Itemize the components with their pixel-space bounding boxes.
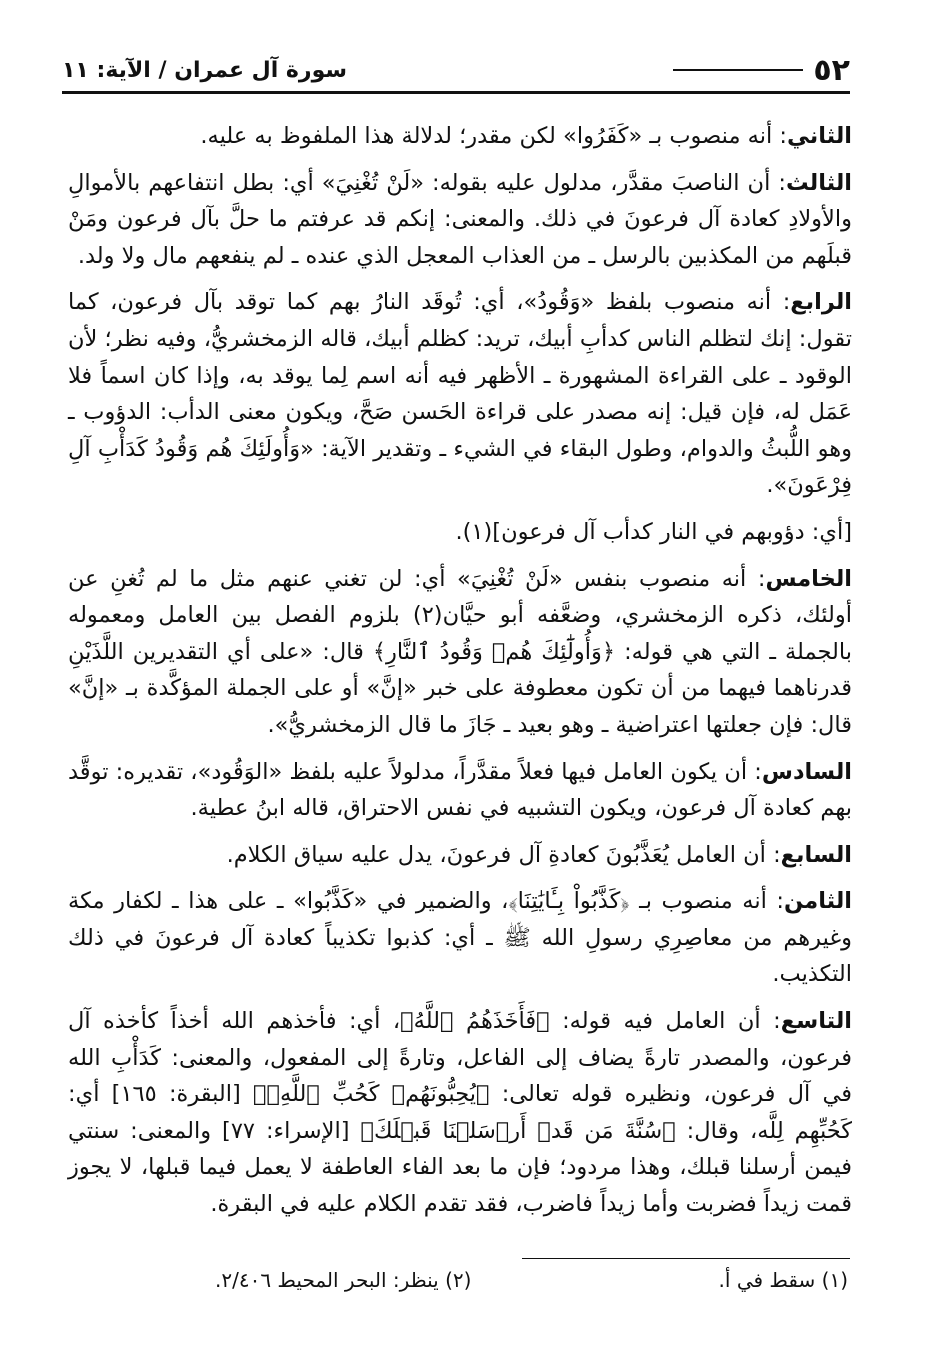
paragraph-body: : أن العامل يُعَذَّبُونَ كعادةِ آل فرعونَ، يدل عليه سياق الكلام. (226, 841, 781, 868)
running-title: سورة آل عمران / الآية: ١١ (62, 57, 348, 83)
paragraph-fourth (68, 284, 852, 504)
paragraph-lead: الثالث (785, 169, 852, 196)
main-text (68, 118, 852, 1233)
paragraph-seventh (68, 837, 852, 874)
paragraph-bracket-note (68, 514, 852, 551)
paragraph-lead: الثاني (786, 123, 852, 149)
paragraph-body: : أن يكون العامل فيها فعلاً مقدَّراً، مدلولاً عليه بلفظ «الوَقُود»، تقديره: توقَّد بهم كعادة آل فرعون، ويكون التشبيه في نفس الاحتراق، قاله ابنُ عطية. (68, 758, 852, 822)
paragraph-body: : أن الناصبَ مقدَّر، مدلول عليه بقوله: «لَنْ تُغْنِيَ» أي: بطل انتفاعهم بالأموالِ والأولادِ كعادة آل فرعونَ في ذلك. والمعنى: إنكم قد عرفتم ما حلَّ بآل فرعون ومَنْ قبلَهم من المكذبين بالرسل ـ من العذاب المعجل الذي عنده ـ لم ينفعهم مال ولا ولد. (68, 169, 852, 269)
paragraph-lead: التاسع (780, 1008, 852, 1035)
paragraph-lead: الثامن (784, 888, 852, 915)
paragraph-body: : أنه منصوب بنفس «لَنْ تُغْنِيَ» أي: لن تغني عنهم مثل ما لم تُغنِ عن أولئك، ذكره الزمخشري، وضعَّفه أبو حيَّان(٢) بلزوم الفصل بين العامل ومعموله بالجملة ـ التي هي قوله: ﴿وَأُولَٰٓئِكَ هُمۡ وَقُودُ ٱلنَّارِ﴾ قال: «على أي التقديرين اللَّذَيْنِ قدرناهما فيهما من أن تكون معطوفة على خبر «إنَّ» أو على الجملة المؤكَّدة بـ «إنَّ» قال: فإن جعلتها اعتراضية ـ وهو بعيد ـ جَازَ ما قال الزمخشريُّ». (68, 565, 852, 738)
paragraph-body: : أن العامل فيه قوله: ﴿فَأَخَذَهُمُ ٱللَّهُ﴾، أي: فأخذهم الله أخذاً كأخذه آل فرعون، والمصدر تارةً يضاف إلى الفاعل، وتارةً إلى المفعول، والمعنى: كَدَأْبِ الله في آل فرعون، ونظيره قوله تعالى: ﴿يُحِبُّونَهُمۡ كَحُبِّ ٱللَّهِۖ﴾ [البقرة: ١٦٥] أي: كَحُبِّهِم لِلَّه، وقال: ﴿سُنَّةَ مَن قَدۡ أَرۡسَلۡنَا قَبۡلَكَ﴾ [الإسراء: ٧٧] والمعنى: سنتي فيمن أرسلنا قبلك، وهذا مردود؛ فإن ما بعد الفاء العاطفة لا يعمل فيما قبلها، لا يجوز قمت زيداً فضربت وأما زيداً فاضرب، فقد تقدم الكلام عليه في البقرة. (68, 1008, 852, 1218)
paragraph-ninth (68, 1003, 852, 1223)
paragraph-lead: الخامس (765, 565, 852, 592)
paragraph-fifth (68, 561, 852, 744)
paragraph-sixth (68, 754, 852, 827)
paragraph-body: : أنه منصوب بـ «كَفَرُوا» لكن مقدر؛ لدلالة هذا الملفوظ به عليه. (200, 123, 787, 149)
paragraph-third (68, 165, 852, 275)
footnote-2: (٢) ينظر: البحر المحيط ٢/٤٠٦. (215, 1268, 472, 1292)
paragraph-second (68, 118, 852, 155)
footnote-1: (١) سقط في أ. (718, 1268, 848, 1292)
paragraph-body: [أي: دؤوبهم في النار كدأب آل فرعون](١). (455, 518, 852, 545)
paragraph-lead: السادس (761, 758, 852, 785)
page-number: ٥٢ (813, 52, 850, 88)
paragraph-lead: الرابع (790, 289, 852, 316)
footnote-rule (522, 1258, 850, 1259)
header-rule (62, 91, 850, 94)
paragraph-body: : أنه منصوب بـ ﴿كَذَّبُواْ بِـَٔايَٰتِنَا﴾، والضمير في «كَذَّبُوا» ـ على هذا ـ لكفار مكة وغيرهم من معاصِرِي رسولِ الله ﷺ ـ أي: كذبوا تكذيباً كعادة آل فرعونَ في ذلك التكذيب. (68, 888, 852, 988)
header-dash (673, 69, 803, 71)
paragraph-eighth (68, 883, 852, 993)
running-header (62, 50, 850, 90)
paragraph-body: : أنه منصوب بلفظ «وَقُودُ»، أي: تُوقَد النارُ بهم كما توقد بآل فرعون، كما تقول: إنك لتظلم الناس كدأبِ أبيك، تريد: كظلم أبيك، قاله الزمخشريُّ، وفيه نظر؛ لأن الوقود ـ على القراءة المشهورة ـ الأظهر فيه أنه اسم لِما يوقد به، وإذا كان اسماً فلا عَمَل له، فإن قيل: إنه مصدر على قراءة الحَسن صَحَّ، ويكون معنى الدأب: الدؤوب ـ وهو اللُّبثُ والدوام، وطول البقاء في الشيء ـ وتقدير الآية: «وَأُولَئِكَ هُم وَقُودُ كَدَأْبِ آلِ فِرْعَونَ». (68, 289, 852, 499)
paragraph-lead: السابع (780, 841, 852, 868)
